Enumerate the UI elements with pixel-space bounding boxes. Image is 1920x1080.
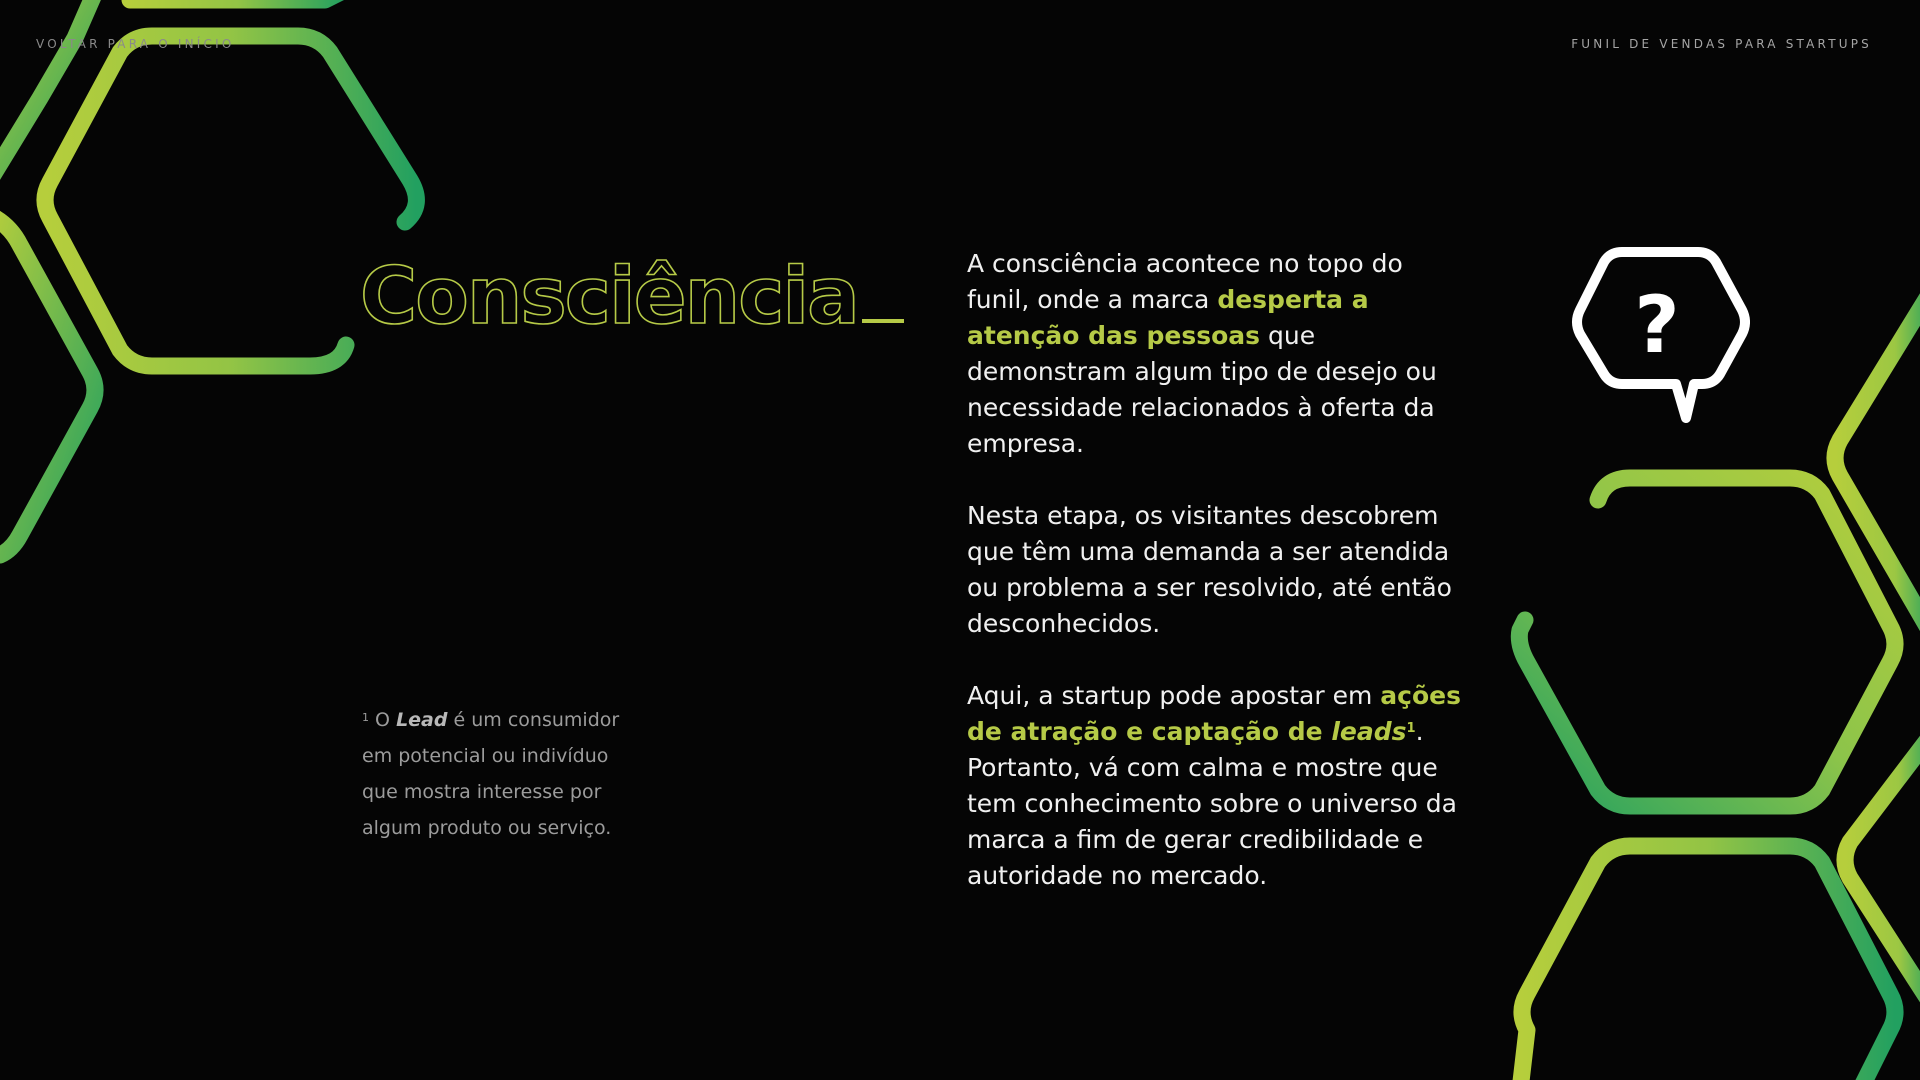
paragraph-3-footnote-ref: 1 — [1406, 721, 1416, 736]
title-cursor — [862, 319, 904, 323]
document-title: FUNIL DE VENDAS PARA STARTUPS — [1571, 37, 1872, 51]
page-title — [360, 252, 904, 342]
footnote-term: Lead — [396, 709, 448, 731]
question-bubble-icon — [1570, 244, 1750, 426]
paragraph-3-before: Aqui, a startup pode apostar em — [967, 681, 1373, 710]
hexagon-right-bottom — [1520, 846, 1895, 1080]
question-mark-glyph: ? — [1634, 281, 1680, 371]
paragraph-3-highlight-text: ações de atração e captação de — [967, 681, 1461, 746]
footnote-text: é um consumidor em potencial ou indivíduo que mostra interesse por algum produto ou serviço. — [362, 709, 620, 839]
paragraph-1-before: A consciência acontece no topo do funil, onde a marca — [967, 249, 1403, 314]
footnote-prefix: O — [375, 709, 391, 731]
page-title-text: Consciência — [360, 252, 858, 342]
hexagon-left-lower — [0, 215, 95, 555]
hexagon-right-upper — [1835, 285, 1920, 640]
paragraph-3-highlight-italic: leads — [1331, 717, 1407, 746]
footnote — [362, 702, 642, 846]
paragraph-2: Nesta etapa, os visitantes descobrem que têm uma demanda a ser atendida ou problema a ser resolvido, até então desconhecidos. — [967, 501, 1452, 638]
paragraph-3 — [967, 678, 1467, 894]
paragraph-1-after: que demonstram algum tipo de desejo ou necessidade relacionados à oferta da empresa. — [967, 321, 1437, 458]
paragraph-1-highlight: desperta a atenção das pessoas — [967, 285, 1369, 350]
hexagon-right-middle — [1519, 478, 1895, 806]
body-text — [967, 246, 1467, 930]
hexagon-right-lower — [1845, 730, 1920, 1010]
paragraph-3-after: . Portanto, vá com calma e mostre que tem conhecimento sobre o universo da marca a fim de gerar credibilidade e autoridade no mercado. — [967, 717, 1457, 890]
paragraph-1 — [967, 246, 1467, 462]
footnote-marker: 1 — [362, 711, 369, 724]
back-to-start-link[interactable]: VOLTAR PARA O INÍCIO — [36, 37, 235, 51]
